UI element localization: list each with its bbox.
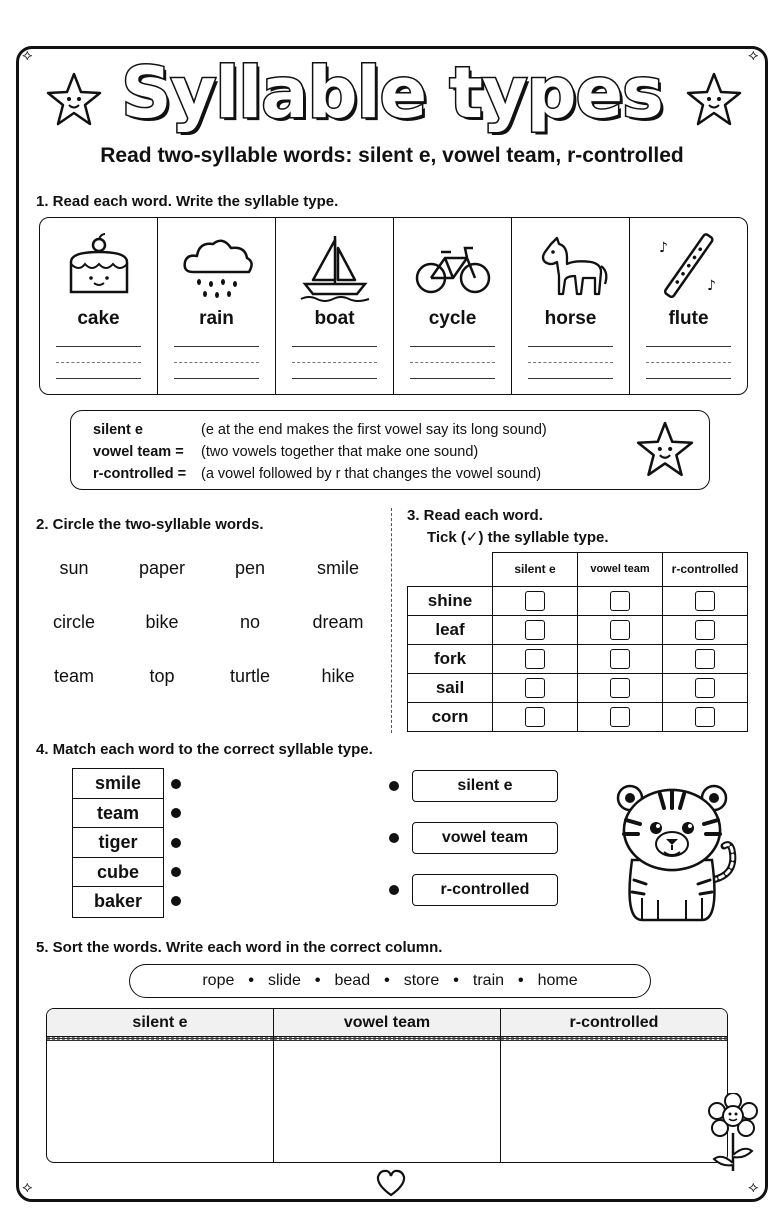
sailboat-icon xyxy=(295,232,375,302)
horse-icon xyxy=(531,232,611,302)
sort-column-header: r-controlled xyxy=(501,1009,727,1037)
flute-icon xyxy=(649,232,729,302)
tick-word: sail xyxy=(408,674,493,703)
tick-checkbox[interactable] xyxy=(695,707,715,727)
rain-cloud-icon xyxy=(177,232,257,302)
section4-instruction: 4. Match each word to the correct syllable type. xyxy=(36,741,373,758)
match-type-box: r-controlled xyxy=(412,874,558,906)
circle-word[interactable]: circle xyxy=(52,612,95,632)
definition-row xyxy=(93,463,709,485)
table-row xyxy=(408,703,748,732)
section-divider xyxy=(391,508,392,733)
section3-instruction-2: Tick (✓) the syllable type. xyxy=(427,529,609,546)
match-word: cube xyxy=(73,858,163,888)
match-dot[interactable] xyxy=(389,885,399,895)
section1-instruction: 1. Read each word. Write the syllable type. xyxy=(36,193,339,210)
definition-row xyxy=(93,441,709,463)
circle-word[interactable]: turtle xyxy=(229,666,271,686)
section5-instruction: 5. Sort the words. Write each word in the correct column. xyxy=(36,939,443,956)
tiger-cub-icon xyxy=(602,780,742,925)
section3-instruction: 3. Read each word. xyxy=(407,507,543,524)
tick-header: r-controlled xyxy=(663,553,748,587)
heart-icon xyxy=(375,1168,407,1198)
corner-swirl-icon: ⟡ xyxy=(22,47,33,64)
page-title: Syllable types xyxy=(121,52,663,134)
tick-word: shine xyxy=(408,587,493,616)
smiling-star-icon xyxy=(684,70,744,130)
bank-word: slide xyxy=(267,972,301,989)
match-word: baker xyxy=(93,891,143,911)
definition-text: (two vowels together that make one sound) xyxy=(201,444,479,460)
tick-checkbox[interactable] xyxy=(695,620,715,640)
definitions-box xyxy=(70,410,710,490)
tick-word: leaf xyxy=(408,616,493,645)
table-row xyxy=(408,616,748,645)
match-word: tiger xyxy=(73,828,163,858)
tick-checkbox[interactable] xyxy=(610,649,630,669)
circle-word[interactable]: no xyxy=(239,612,261,632)
tick-checkbox[interactable] xyxy=(525,678,545,698)
svg-text:♪: ♪ xyxy=(658,240,668,256)
tick-checkbox[interactable] xyxy=(610,591,630,611)
definition-text: (e at the end makes the first vowel say its long sound) xyxy=(201,422,547,438)
smiling-star-icon xyxy=(631,419,699,481)
cake-icon xyxy=(59,232,139,302)
corner-swirl-icon: ⟡ xyxy=(748,47,759,64)
circle-word[interactable]: hike xyxy=(321,666,355,686)
definition-term: vowel team = xyxy=(93,444,184,460)
table-row xyxy=(408,587,748,616)
circle-word[interactable]: smile xyxy=(316,558,359,578)
tick-checkbox[interactable] xyxy=(525,707,545,727)
word-card xyxy=(158,218,276,394)
sort-column-header: silent e xyxy=(47,1009,273,1037)
word-cards xyxy=(39,217,748,395)
tick-table xyxy=(407,552,748,732)
svg-text:♪: ♪ xyxy=(706,278,716,294)
card-word: flute xyxy=(668,308,709,329)
circle-word[interactable]: bike xyxy=(145,612,179,632)
match-dot[interactable] xyxy=(389,781,399,791)
match-type-box: vowel team xyxy=(412,822,558,854)
circle-word[interactable]: top xyxy=(149,666,175,686)
tick-checkbox[interactable] xyxy=(695,649,715,669)
word-card xyxy=(512,218,630,394)
definition-row xyxy=(93,419,709,441)
circle-word[interactable]: pen xyxy=(234,558,266,578)
match-word: smile xyxy=(73,769,163,799)
title-area xyxy=(0,52,784,134)
sort-table xyxy=(46,1008,728,1163)
match-type-box: silent e xyxy=(412,770,558,802)
card-word: rain xyxy=(199,308,234,329)
definition-text: (a vowel followed by r that changes the vowel sound) xyxy=(201,466,542,482)
match-word-list xyxy=(72,768,164,918)
corner-swirl-icon: ⟡ xyxy=(748,1179,759,1196)
definition-term: r-controlled = xyxy=(93,466,187,482)
word-card xyxy=(276,218,394,394)
tick-word: fork xyxy=(408,645,493,674)
corner-swirl-icon: ⟡ xyxy=(22,1179,33,1196)
flower-icon xyxy=(704,1093,762,1173)
tick-word: corn xyxy=(408,703,493,732)
table-row xyxy=(408,674,748,703)
card-word: cake xyxy=(77,308,120,329)
sort-column xyxy=(47,1009,274,1162)
sort-column xyxy=(501,1009,727,1162)
match-dot[interactable] xyxy=(389,833,399,843)
bank-word: rope xyxy=(202,972,235,989)
circle-word[interactable]: team xyxy=(53,666,95,686)
match-dot[interactable] xyxy=(171,808,181,818)
word-card xyxy=(630,218,747,394)
definition-term: silent e xyxy=(93,422,143,438)
bicycle-icon xyxy=(413,232,493,302)
bank-word: store xyxy=(403,972,440,989)
bank-word: train xyxy=(472,972,505,989)
circle-word[interactable]: sun xyxy=(59,558,89,578)
tick-checkbox[interactable] xyxy=(610,620,630,640)
sort-column-header: vowel team xyxy=(274,1009,500,1037)
bank-word: home xyxy=(537,972,578,989)
match-word: team xyxy=(73,799,163,829)
word-card xyxy=(394,218,512,394)
circle-word[interactable]: dream xyxy=(312,612,364,632)
match-dot[interactable] xyxy=(171,896,181,906)
match-dot[interactable] xyxy=(171,838,181,848)
match-dot[interactable] xyxy=(171,867,181,877)
circle-words-grid xyxy=(30,558,385,720)
bank-word: bead xyxy=(334,972,371,989)
card-word: horse xyxy=(544,308,597,329)
tick-checkbox[interactable] xyxy=(695,678,715,698)
sort-column xyxy=(274,1009,501,1162)
match-dot[interactable] xyxy=(171,779,181,789)
smiling-star-icon xyxy=(44,70,104,130)
tick-checkbox[interactable] xyxy=(525,591,545,611)
tick-checkbox[interactable] xyxy=(525,649,545,669)
tick-checkbox[interactable] xyxy=(695,591,715,611)
card-word: cycle xyxy=(428,308,477,329)
word-bank: rope • slide • bead • store • train • home xyxy=(129,964,651,998)
page-subtitle: Read two-syllable words: silent e, vowel team, r-controlled xyxy=(100,144,684,167)
tick-checkbox[interactable] xyxy=(525,620,545,640)
tick-checkbox[interactable] xyxy=(610,678,630,698)
card-word: boat xyxy=(314,308,355,329)
section2-instruction: 2. Circle the two-syllable words. xyxy=(36,516,264,533)
circle-word[interactable]: paper xyxy=(138,558,186,578)
tick-header: vowel team xyxy=(578,553,663,587)
word-card xyxy=(40,218,158,394)
tick-header: silent e xyxy=(493,553,578,587)
tick-checkbox[interactable] xyxy=(610,707,630,727)
tick-table-corner xyxy=(408,553,493,587)
table-row xyxy=(408,645,748,674)
